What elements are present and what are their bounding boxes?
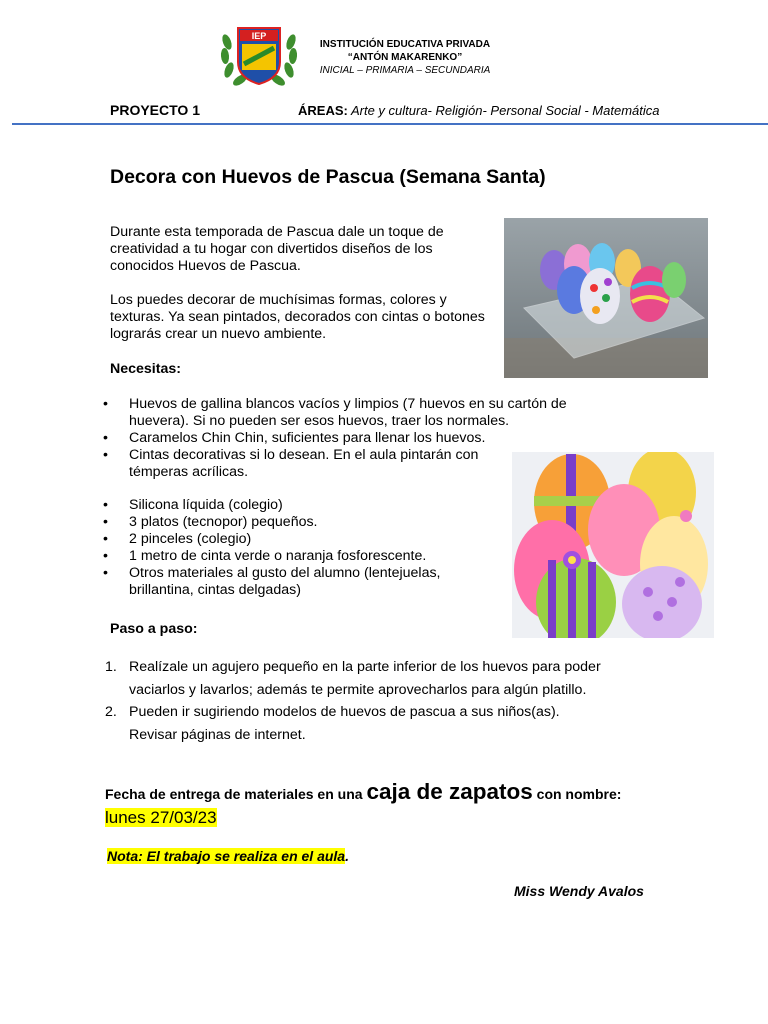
note-text: Nota: El trabajo se realiza en el aula (107, 848, 346, 864)
list-item (105, 701, 609, 746)
areas-value: Arte y cultura- Religión- Personal Social - Matemática (347, 103, 660, 118)
step-text: Pueden ir sugiriendo modelos de huevos de pascua a sus niños(as). Revisar páginas de internet. (129, 704, 560, 743)
list-item: • Cintas decorativas si lo desean. En el aula pintarán con témperas acrílicas. (103, 447, 484, 481)
logo-text: IEP (251, 31, 267, 41)
delivery-prefix: Fecha de entrega de materiales en una (105, 786, 367, 802)
note-period: . (345, 848, 349, 864)
institution-header (300, 38, 510, 77)
step-number: 2. (105, 704, 117, 720)
institution-levels: INICIAL – PRIMARIA – SECUNDARIA (319, 65, 491, 76)
steps-heading: Paso a paso: (110, 621, 198, 637)
list-item (105, 656, 625, 701)
list-item: • 1 metro de cinta verde o naranja fosforescente. (103, 548, 503, 565)
delivery-date: lunes 27/03/23 (105, 808, 217, 827)
note (107, 848, 349, 864)
list-item: • 3 platos (tecnopor) pequeños. (103, 514, 503, 531)
areas-label: ÁREAS: (298, 103, 348, 118)
step-number: 1. (105, 659, 117, 675)
header-divider (12, 123, 768, 125)
institution-type: INSTITUCIÓN EDUCATIVA PRIVADA (319, 39, 491, 50)
materials-heading: Necesitas: (110, 361, 181, 377)
painted-eggs-photo (504, 218, 708, 378)
list-item: • Silicona líquida (colegio) (103, 497, 503, 514)
flower-icon (563, 551, 581, 569)
materials-list-2 (103, 497, 503, 599)
list-item: • Huevos de gallina blancos vacíos y limpios (7 huevos en su cartón de huevera). Si no pueden ser esos huevos, traer los normales. (103, 396, 613, 430)
step-text: Realízale un agujero pequeño en la parte inferior de los huevos para poder vaciarlos y lavarlos; además te permite aprovecharlos para algún platillo. (129, 659, 601, 698)
institution-name: “ANTÓN MAKARENKO” (347, 52, 463, 63)
delivery-emphasis: caja de zapatos (366, 779, 533, 804)
delivery-suffix: con nombre: (532, 786, 622, 802)
document-title: Decora con Huevos de Pascua (Semana Santa) (110, 166, 546, 188)
school-crest-logo (218, 22, 300, 88)
decorated-eggs-photo (512, 452, 714, 638)
intro-paragraph-1: Durante esta temporada de Pascua dale un toque de creatividad a tu hogar con divertidos diseños de los conocidos Huevos de Pascua. (110, 224, 444, 274)
signature: Miss Wendy Avalos (514, 883, 644, 899)
list-item: • Otros materiales al gusto del alumno (lentejuelas, brillantina, cintas delgadas) (103, 565, 474, 599)
list-item: • Caramelos Chin Chin, suficientes para llenar los huevos. (103, 430, 613, 447)
delivery-line (105, 780, 665, 830)
list-item: • 2 pinceles (colegio) (103, 531, 503, 548)
intro-paragraph-2: Los puedes decorar de muchísimas formas, colores y texturas. Ya sean pintados, decorados con cintas o botones lograrás crear un nuevo ambiente. (110, 292, 485, 342)
areas-line (298, 103, 659, 118)
project-label: PROYECTO 1 (110, 102, 200, 118)
steps-list (105, 656, 625, 746)
